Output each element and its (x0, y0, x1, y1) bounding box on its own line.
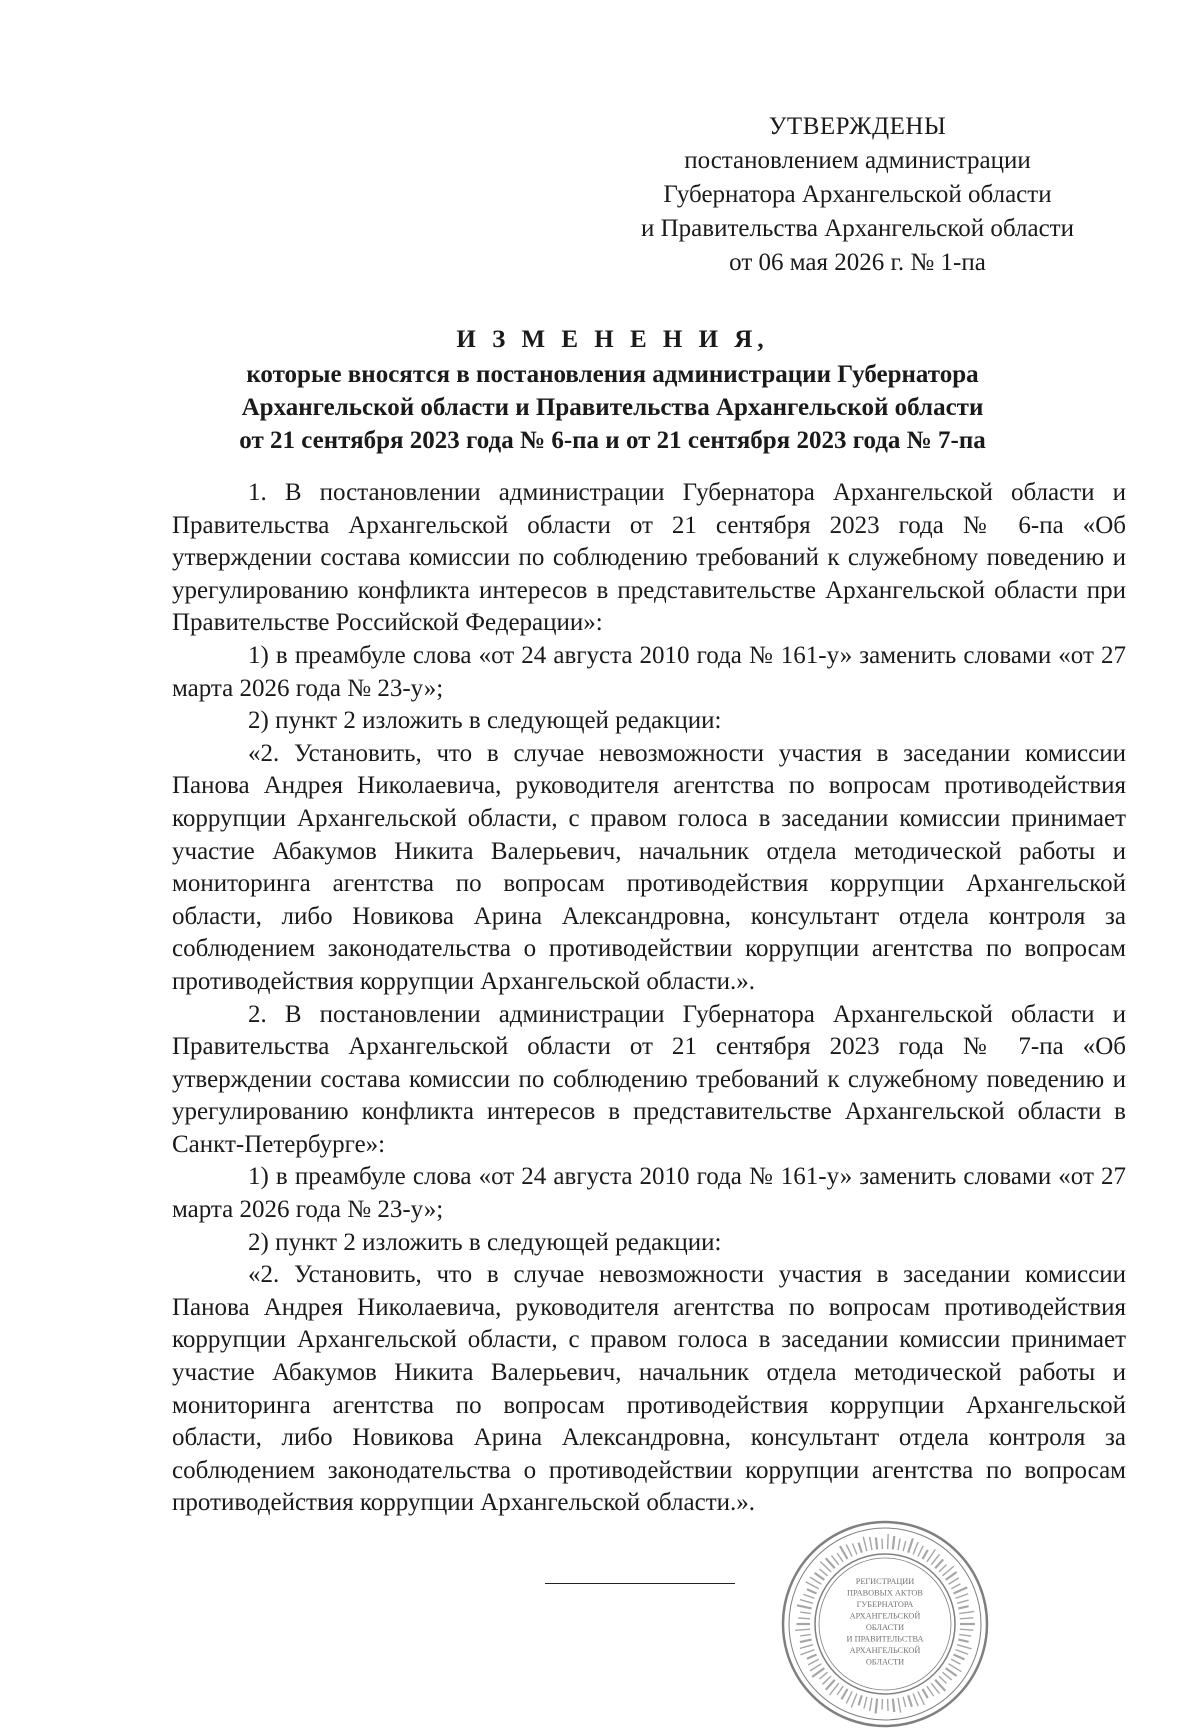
seal-text-line: АРХАНГЕЛЬСКОЙ (849, 1646, 921, 1655)
seal-text-line: ОБЛАСТИ (865, 1657, 905, 1667)
seal-ring-mark (960, 1617, 974, 1619)
seal-ring-mark (800, 1639, 812, 1644)
seal-ring-mark (806, 1653, 816, 1659)
seal-ring-mark (837, 1686, 844, 1695)
seal-ring-mark (805, 1581, 819, 1589)
seal-ring-mark (938, 1676, 947, 1684)
seal-ring-mark (892, 1536, 896, 1550)
seal-ring-mark (803, 1594, 815, 1599)
seal-ring-mark (819, 1672, 828, 1680)
seal-ring-mark (851, 1693, 858, 1707)
approval-line-4: от 06 мая 2026 г. № 1-па (729, 249, 986, 276)
seal-ring-mark (958, 1639, 969, 1643)
seal-ring-mark (917, 1546, 924, 1557)
seal-ring-mark (814, 1572, 825, 1581)
seal-ring-mark (926, 1686, 934, 1697)
seal-ring-mark (800, 1599, 813, 1604)
seal-text-line: ПРАВОВЫХ АКТОВ (847, 1588, 923, 1598)
seal-ring-mark (902, 1697, 906, 1708)
seal-ring-mark (797, 1623, 811, 1625)
seal-ring-mark (863, 1697, 867, 1709)
approval-line-2: Губернатора Архангельской области (663, 181, 1052, 208)
seal-ring-mark (892, 1698, 896, 1712)
seal-ring-mark (951, 1659, 961, 1665)
seal-ring-mark (869, 1537, 873, 1551)
official-seal-stamp (779, 1518, 991, 1730)
seal-ring-mark (863, 1537, 868, 1552)
seal-ring-mark (951, 1583, 961, 1589)
seal-ring-mark (953, 1654, 965, 1661)
heading-line-2: Архангельской области и Правительства Архангельской области (241, 394, 984, 421)
seal-ring-mark (959, 1611, 974, 1614)
seal-ring-mark (881, 1539, 883, 1550)
seal-ring-mark (797, 1604, 812, 1609)
seal-ring-mark (953, 1586, 968, 1594)
seal-ring-mark (858, 1542, 863, 1553)
seal-text-line: АРХАНГЕЛЬСКОЙ (849, 1611, 921, 1621)
seal-ring-mark (887, 1699, 889, 1711)
heading-line-3: от 21 сентября 2023 года № 6-па и от 21 сентября 2023 года № 7-па (239, 427, 986, 454)
seal-ring-mark (800, 1611, 811, 1614)
paragraph: 2) пункт 2 изложить в следующей редакции: (248, 707, 722, 735)
seal-ring-mark (808, 1659, 819, 1666)
seal-ring-mark (957, 1644, 972, 1649)
seal-ring-mark (948, 1577, 959, 1585)
seal-ring-mark (841, 1688, 849, 1699)
approval-title: УТВЕРЖДЕНЫ (768, 113, 947, 140)
heading-title: И З М Е Н Е Н И Я, (456, 326, 769, 353)
seal-ring-mark (897, 1538, 900, 1550)
seal-text-line: ОБЛАСТИ (865, 1623, 905, 1632)
approval-line-3: и Правительства Архангельской области (641, 215, 1074, 242)
seal-ring-mark (887, 1534, 889, 1549)
seal-text-line: ГУБЕРНАТОРА (856, 1600, 914, 1609)
seal-ring-mark (960, 1623, 975, 1625)
seal-ring-mark (897, 1698, 901, 1713)
paragraph: 1) в преамбуле слова «от 24 августа 2010 года № 161-у» заменить словами «от 27 марта 2026 года № 23-у»; (172, 641, 1126, 702)
seal-ring-mark (869, 1698, 873, 1712)
seal-ring-mark (795, 1629, 810, 1631)
end-rule-line (545, 1583, 735, 1584)
seal-ring-mark (800, 1649, 815, 1655)
seal-ring-mark (938, 1564, 947, 1572)
seal-ring-mark (806, 1588, 816, 1594)
seal-ring-mark (907, 1538, 914, 1553)
seal-ring-mark (902, 1541, 906, 1552)
seal-ring-mark (922, 1549, 929, 1559)
paragraph: 2) пункт 2 изложить в следующей редакции: (248, 1228, 722, 1256)
seal-text-line: И ПРАВИТЕЛЬСТВА (846, 1634, 924, 1644)
paragraph: 2. В постановлении администрации Губернатора Архангельской области и Правительства Архангельской области от 21 сентября 2023 года № 7-па «Об утверждении состава комиссии по соблюдению требований к служебному поведению и урегулированию конфликта интересов в представительстве Архангельской области в Санкт-Петербурге»: (172, 1000, 1126, 1158)
seal-ring-mark (819, 1569, 828, 1577)
seal-ring-mark (959, 1634, 971, 1637)
seal-ring-mark (955, 1649, 968, 1655)
seal-ring-mark (852, 1543, 858, 1555)
seal-ring-mark (960, 1629, 974, 1631)
seal-ring-mark (800, 1644, 813, 1649)
seal-ring-mark (800, 1634, 811, 1637)
approval-block (590, 110, 1125, 280)
seal-ring-mark (958, 1605, 969, 1609)
seal-ring-mark (846, 1691, 853, 1704)
seal-ring-mark (922, 1688, 929, 1698)
paragraph: «2. Установить, что в случае невозможности участия в заседании комиссии Панова Андрея Николаевича, руководителя агентства по вопросам противодействия коррупции Архангельской области, с правом голоса в заседании комиссии принимает участие Абакумов Никита Валерьевич, начальник отдела методической работы и мониторинга агентства по вопросам противодействия коррупции Архангельской области, либо Новикова Арина Александровна, консультант отдела контроля за соблюдением законодательства о противодействии коррупции агентства по вопросам противодействия коррупции Архангельской области.». (172, 739, 1126, 995)
seal-ring-mark (798, 1617, 810, 1619)
seal-ring-mark (957, 1599, 969, 1604)
seal-ring-mark (875, 1537, 878, 1549)
document-body (172, 477, 1126, 1520)
seal-ring-mark (875, 1698, 879, 1713)
seal-ring-mark (846, 1544, 853, 1557)
approval-line-1: постановлением администрации (684, 147, 1031, 174)
seal-ring-mark (912, 1542, 918, 1555)
seal-text-line: РЕГИСТРАЦИИ (855, 1577, 915, 1586)
seal-ring-mark (837, 1553, 844, 1562)
document-heading (150, 323, 1075, 457)
paragraph: «2. Установить, что в случае невозможности участия в заседании комиссии Панова Андрея Николаевича, руководителя агентства по вопросам противодействия коррупции Архангельской области, с правом голоса в заседании комиссии принимает участие Абакумов Никита Валерьевич, начальник отдела методической работы и мониторинга агентства по вопросам противодействия коррупции Архангельской области, либо Новикова Арина Александровна, консультант отдела контроля за соблюдением законодательства о противодействии коррупции агентства по вопросам противодействия коррупции Архангельской области.». (172, 1261, 1126, 1517)
paragraph: 1) в преамбуле слова «от 24 августа 2010 года № 161-у» заменить словами «от 27 марта 2026 года № 23-у»; (172, 1163, 1126, 1224)
seal-ring-mark (881, 1699, 883, 1710)
seal-ring-mark (955, 1593, 968, 1599)
seal-ring-mark (912, 1693, 918, 1706)
paragraph: 1. В постановлении администрации Губернатора Архангельской области и Правительства Архангельской области от 21 сентября 2023 года № 6-па «Об утверждении состава комиссии по соблюдению требований к служебному поведению и урегулированию конфликта интересов в представительстве Архангельской области при Правительстве Российской Федерации»: (172, 479, 1126, 637)
heading-line-1: которые вносятся в постановления администрации Губернатора (246, 361, 979, 388)
